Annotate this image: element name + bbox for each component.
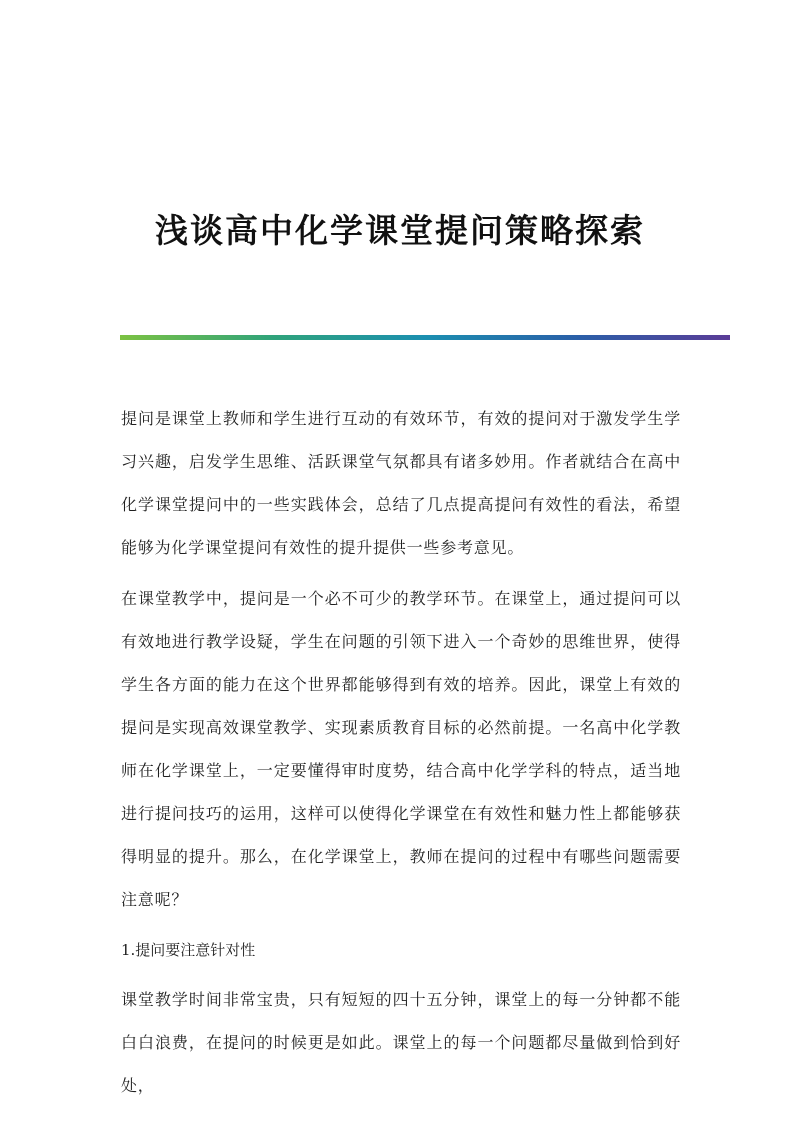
document-body: [121, 397, 681, 1115]
intro-paragraph: 提问是课堂上教师和学生进行互动的有效环节，有效的提问对于激发学生学习兴趣，启发学生思维、活跃课堂气氛都具有诸多妙用。作者就结合在高中化学课堂提问中的一些实践体会，总结了几点提高提问有效性的看法，希望能够为化学课堂提问有效性的提升提供一些参考意见。: [121, 409, 681, 557]
body-paragraph: 在课堂教学中，提问是一个必不可少的教学环节。在课堂上，通过提问可以有效地进行教学设疑，学生在问题的引领下进入一个奇妙的思维世界，使得学生各方面的能力在这个世界都能够得到有效的培养。因此，课堂上有效的提问是实现高效课堂教学、实现素质教育目标的必然前提。一名高中化学教师在化学课堂上，一定要懂得审时度势，结合高中化学学科的特点，适当地进行提问技巧的运用，这样可以使得化学课堂在有效性和魅力性上都能够获得明显的提升。那么，在化学课堂上，教师在提问的过程中有哪些问题需要注意呢？: [121, 589, 681, 909]
section-paragraph: 课堂教学时间非常宝贵，只有短短的四十五分钟，课堂上的每一分钟都不能白白浪费，在提问的时候更是如此。课堂上的每一个问题都尽量做到恰到好处，: [121, 990, 681, 1095]
section-heading: 1.提问要注意针对性: [121, 941, 256, 959]
title-divider: [120, 335, 730, 340]
document-title: 浅谈高中化学课堂提问策略探索: [155, 211, 645, 251]
